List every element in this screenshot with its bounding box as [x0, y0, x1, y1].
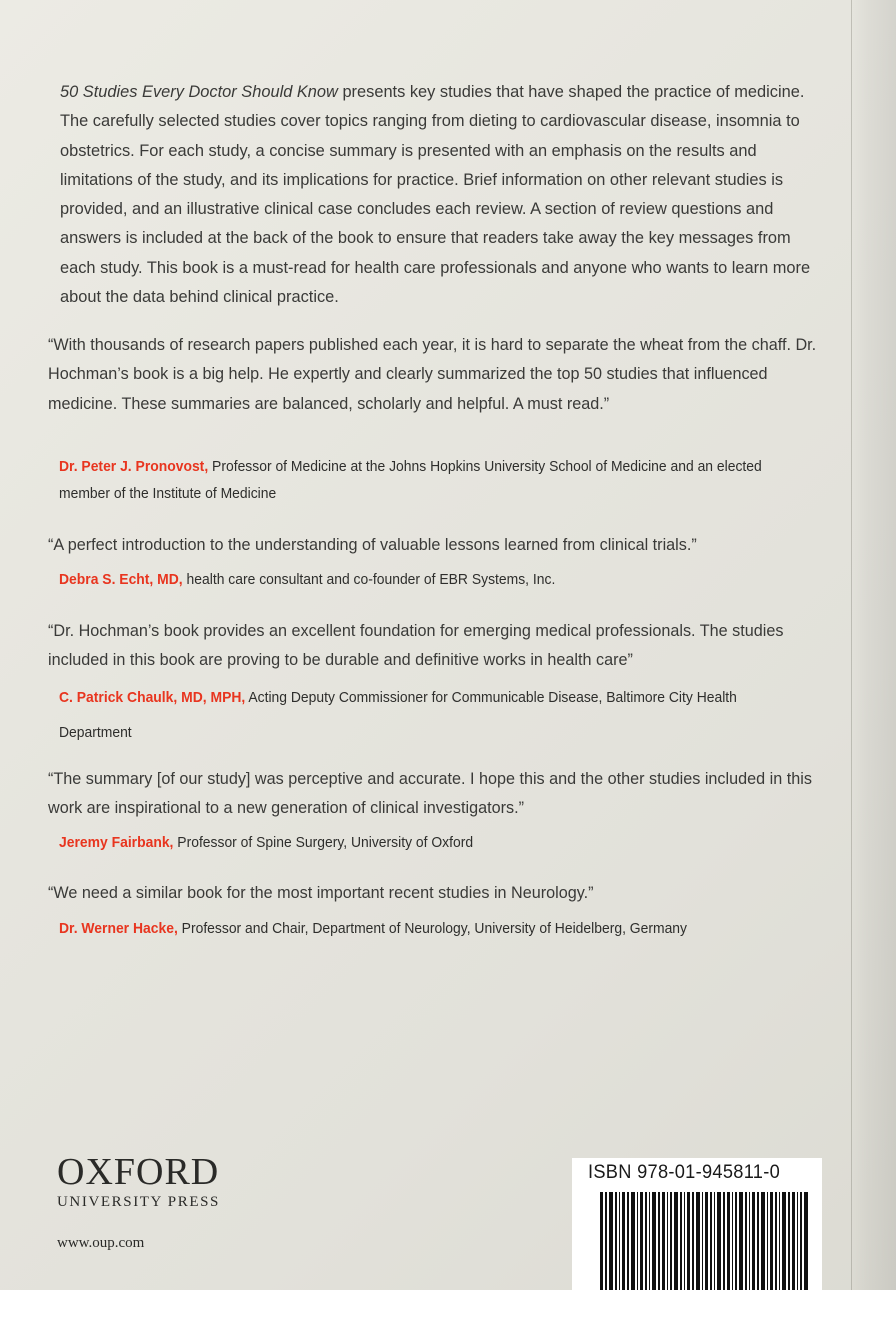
spine-shadow [850, 0, 896, 1290]
endorsement-attribution-3 [59, 681, 773, 751]
endorser-name-2: Debra S. Echt, MD, [59, 572, 183, 588]
endorser-title-4: Professor of Spine Surgery, University of Oxford [173, 835, 474, 851]
endorser-title-1: Professor of Medicine at the Johns Hopkins University School of Medicine and an elected member of the Institute of Medicine [59, 459, 762, 502]
endorsement-quote-5: “We need a similar book for the most important recent studies in Neurology.” [48, 884, 594, 902]
isbn-barcode-panel [572, 1158, 822, 1290]
publisher-url: www.oup.com [57, 1235, 145, 1251]
endorsement-quote-1: “With thousands of research papers published each year, it is hard to separate the wheat from the chaff. Dr. Hochman’s book is a big help. He expertly and clearly summarized the top 50 studies that influenced medicine. These summaries are balanced, scholarly and helpful. A must read.” [48, 336, 817, 413]
isbn-number: ISBN 978-01-945811-0 [588, 1162, 780, 1183]
endorsement-attribution-5 [59, 916, 773, 943]
publisher-subtitle: UNIVERSITY PRESS [57, 1194, 220, 1210]
endorsement-attribution-1 [59, 454, 773, 508]
book-description [60, 78, 830, 312]
endorser-name-3: C. Patrick Chaulk, MD, MPH, [59, 690, 246, 706]
book-description-text: presents key studies that have shaped the practice of medicine. The carefully selected studies cover topics ranging from dieting to cardiovascular disease, insomnia to obstetrics. For each study, a concise summary is presented with an emphasis on the results and limitations of the study, and its implications for practice. Brief information on other relevant studies is provided, and an illustrative clinical case concludes each review. A section of review questions and answers is included at the back of the book to ensure that readers take away the key messages from each study. This book is a must-read for health care professionals and anyone who wants to learn more about the data behind clinical practice. [60, 83, 811, 307]
barcode-icon [600, 1192, 808, 1290]
endorser-title-2: health care consultant and co-founder of EBR Systems, Inc. [182, 572, 556, 588]
endorser-title-3: Acting Deputy Commissioner for Communicable Disease, Baltimore City Health Department [59, 690, 737, 741]
book-title: 50 Studies Every Doctor Should Know [60, 83, 338, 101]
endorser-name-4: Jeremy Fairbank, [59, 835, 174, 851]
endorsement-attribution-2 [59, 567, 773, 594]
endorsement-quote-2: “A perfect introduction to the understanding of valuable lessons learned from clinical trials.” [48, 536, 697, 554]
endorser-name-5: Dr. Werner Hacke, [59, 921, 178, 937]
publisher-name: OXFORD [57, 1151, 220, 1193]
endorser-title-5: Professor and Chair, Department of Neurology, University of Heidelberg, Germany [177, 921, 688, 937]
spine-fold-line [851, 0, 852, 1290]
endorsement-quote-4: “The summary [of our study] was perceptive and accurate. I hope this and the other studies included in this work are inspirational to a new generation of clinical investigators.” [48, 770, 812, 818]
endorser-name-1: Dr. Peter J. Pronovost, [59, 459, 209, 475]
endorsement-quote-3: “Dr. Hochman’s book provides an excellent foundation for emerging medical professionals. The studies included in this book are proving to be durable and definitive works in health care” [48, 622, 784, 670]
endorsement-attribution-4 [59, 830, 773, 857]
publisher-logo [57, 1150, 317, 1252]
